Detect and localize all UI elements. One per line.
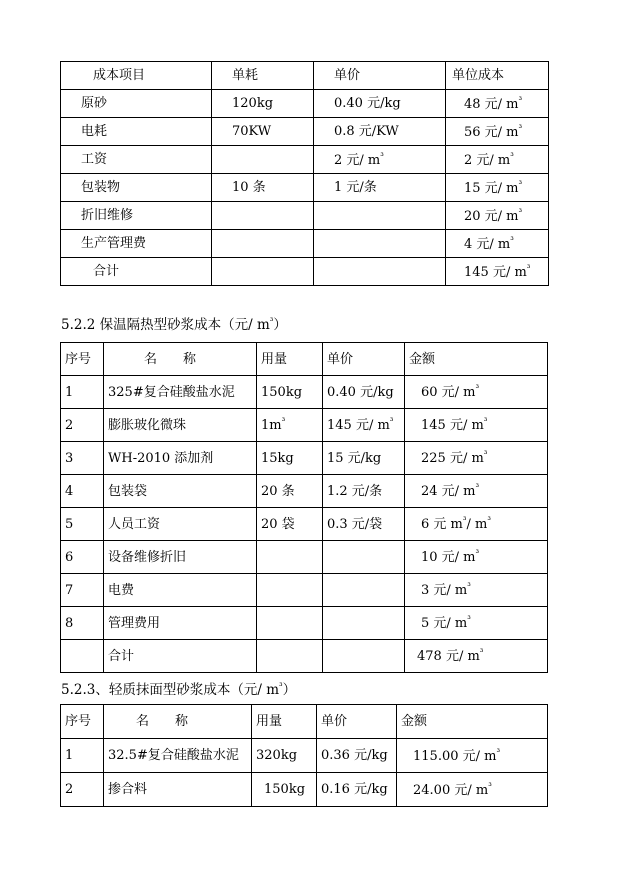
table-row (61, 475, 548, 508)
table-cell: 折旧维修 (61, 202, 212, 230)
table-cell: 人员工资 (104, 508, 257, 541)
header-cell: 用量 (252, 705, 317, 739)
table-cell (314, 202, 446, 230)
superscript-3: ³ (483, 417, 488, 427)
table-cell: 管理费用 (104, 607, 257, 640)
header-cell: 金额 (397, 705, 548, 739)
table-row (61, 230, 549, 258)
table-cell: 32.5#复合硅酸盐水泥 (104, 739, 252, 773)
table-cell (323, 541, 405, 574)
table-cell (323, 607, 405, 640)
table-cell: 24 元/ $m^{^3}$ (405, 475, 548, 508)
table-cell: 1.2 元/条 (323, 475, 405, 508)
table-cell: 8 (61, 607, 104, 640)
superscript-3: ³ (475, 384, 480, 394)
table-cell: 3 (61, 442, 104, 475)
table-cell: 3 元/ $m^{^3}$ (405, 574, 548, 607)
superscript-3: ³ (510, 235, 514, 246)
table-cell: 20 袋 (257, 508, 323, 541)
superscript-3: ³ (462, 516, 467, 526)
table-cell: 2 (61, 409, 104, 442)
header-cell: 单位成本 (446, 62, 549, 90)
superscript-3: ³ (488, 781, 492, 792)
table-cell: 掺合料 (104, 773, 252, 807)
table-cell: 原砂 (61, 90, 212, 118)
table-cell: 15 元/kg (323, 442, 405, 475)
table-cell: 145 元/ $m^{^3}$ (405, 409, 548, 442)
superscript-3: ³ (467, 615, 471, 625)
table-cell: 15 元/ $m^{^3}$ (446, 174, 549, 202)
header-cell: 用量 (257, 343, 323, 376)
table-row (61, 90, 549, 118)
table-row (61, 376, 548, 409)
table-cell: 0.8 元/KW (314, 118, 446, 146)
section-caption: 5.2.2 保温隔热型砂浆成本（元/ $m^{^3}$） (61, 317, 287, 333)
cost-table-raw-sand (60, 61, 549, 286)
superscript-3: ³ (510, 151, 514, 162)
table-cell: 60 元/ $m^{^3}$ (405, 376, 548, 409)
table-cell: 1 (61, 376, 104, 409)
table-cell: 120kg (212, 90, 314, 118)
table-cell: 6 (61, 541, 104, 574)
header-cell: 单价 (314, 62, 446, 90)
superscript-3: ³ (496, 747, 501, 758)
table-cell: 4 (61, 475, 104, 508)
table-cell: 56 元/ $m^{^3}$ (446, 118, 549, 146)
table-cell: 0.3 元/袋 (323, 508, 405, 541)
table-cell: 1 元/条 (314, 174, 446, 202)
table-cell: 生产管理费 (61, 230, 212, 258)
table-row (61, 409, 548, 442)
table-cell: 150kg (257, 376, 323, 409)
superscript-3: ³ (389, 417, 394, 427)
superscript-3: ³ (281, 417, 286, 427)
table-cell: 10 条 (212, 174, 314, 202)
table-cell: 设备维修折旧 (104, 541, 257, 574)
table-cell: 0.36 元/kg (317, 739, 397, 773)
table-cell (257, 574, 323, 607)
superscript-3: ³ (475, 549, 480, 559)
table-cell (257, 541, 323, 574)
table-header-row (61, 62, 549, 90)
table-cell (314, 258, 446, 286)
superscript-3: ³ (518, 179, 523, 190)
table-row (61, 607, 548, 640)
table-cell: 5 (61, 508, 104, 541)
table-row (61, 202, 549, 230)
superscript-3: ³ (380, 151, 384, 162)
table-cell: 0.16 元/kg (317, 773, 397, 807)
table-cell: 合计 (104, 640, 257, 673)
header-cell: 单价 (317, 705, 397, 739)
header-cell: 序号 (61, 705, 104, 739)
table-cell: 24.00 元/ $m^{^3}$ (397, 773, 548, 807)
table-cell: 10 元/ $m^{^3}$ (405, 541, 548, 574)
superscript-3: ³ (279, 682, 283, 692)
table-cell: 0.40 元/kg (314, 90, 446, 118)
table-cell: 115.00 元/ $m^{^3}$ (397, 739, 548, 773)
table-row (61, 118, 549, 146)
table-cell: 包装袋 (104, 475, 257, 508)
superscript-3: ³ (269, 317, 274, 327)
table-cell: 电耗 (61, 118, 212, 146)
table-row (61, 640, 548, 673)
table-cell: 7 (61, 574, 104, 607)
table-cell: 膨胀玻化微珠 (104, 409, 257, 442)
superscript-3: ³ (518, 123, 523, 134)
table-row (61, 574, 548, 607)
header-cell: 单价 (323, 343, 405, 376)
table-row (61, 146, 549, 174)
table-cell: 20 条 (257, 475, 323, 508)
table-cell: 145 元/ $m^{^3}$ (323, 409, 405, 442)
table-cell: 0.40 元/kg (323, 376, 405, 409)
table-cell (257, 640, 323, 673)
table-cell: 合计 (61, 258, 212, 286)
table-cell (212, 202, 314, 230)
table-row (61, 258, 549, 286)
table-cell: 20 元/ $m^{^3}$ (446, 202, 549, 230)
table-row (61, 739, 548, 773)
table-header-row (61, 343, 548, 376)
header-cell: 序号 (61, 343, 104, 376)
header-cell: 名 称 (104, 343, 257, 376)
superscript-3: ³ (467, 582, 471, 592)
table-row (61, 508, 548, 541)
table-cell: WH-2010 添加剂 (104, 442, 257, 475)
table-header-row (61, 705, 548, 739)
superscript-3: ³ (526, 263, 531, 274)
table-cell: 15kg (257, 442, 323, 475)
table-cell: 2 (61, 773, 104, 807)
header-cell: 成本项目 (61, 62, 212, 90)
section-caption: 5.2.3、轻质抹面型砂浆成本（元/ $m^{^3}$） (61, 682, 297, 698)
table-cell: 1 (61, 739, 104, 773)
table-cell: 4 元/ $m^{^3}$ (446, 230, 549, 258)
table-cell: 145 元/ $m^{^3}$ (446, 258, 549, 286)
table-cell: 5 元/ $m^{^3}$ (405, 607, 548, 640)
superscript-3: ³ (518, 207, 523, 218)
table-cell: 48 元/ $m^{^3}$ (446, 90, 549, 118)
table-cell: 320kg (252, 739, 317, 773)
table-cell: 225 元/ $m^{^3}$ (405, 442, 548, 475)
table-row (61, 541, 548, 574)
header-cell: 名 称 (104, 705, 252, 739)
superscript-3: ³ (487, 516, 491, 526)
table-row (61, 174, 549, 202)
cost-table-insulation-mortar (60, 342, 548, 673)
table-cell (212, 230, 314, 258)
table-cell: 150kg (252, 773, 317, 807)
table-cell: 包装物 (61, 174, 212, 202)
table-cell: 70KW (212, 118, 314, 146)
table-cell: 325#复合硅酸盐水泥 (104, 376, 257, 409)
table-cell (212, 146, 314, 174)
table-cell (323, 640, 405, 673)
table-cell: 6 元 $m^{^3}/$ $m^{^3}$ (405, 508, 548, 541)
superscript-3: ³ (479, 648, 484, 658)
table-row (61, 773, 548, 807)
table-cell: $1m^{^3}$ (257, 409, 323, 442)
superscript-3: ³ (475, 483, 480, 493)
table-cell (61, 640, 104, 673)
table-cell: 2 元/ $m^{^3}$ (446, 146, 549, 174)
table-cell (323, 574, 405, 607)
cost-table-plaster-mortar (60, 704, 548, 807)
table-cell: 478 元/ $m^{^3}$ (405, 640, 548, 673)
table-cell: 2 元/ $m^{^3}$ (314, 146, 446, 174)
superscript-3: ³ (483, 450, 488, 460)
header-cell: 单耗 (212, 62, 314, 90)
table-row (61, 442, 548, 475)
header-cell: 金额 (405, 343, 548, 376)
table-cell (212, 258, 314, 286)
table-cell: 工资 (61, 146, 212, 174)
table-cell (257, 607, 323, 640)
table-cell (314, 230, 446, 258)
superscript-3: ³ (518, 95, 523, 106)
table-cell: 电费 (104, 574, 257, 607)
